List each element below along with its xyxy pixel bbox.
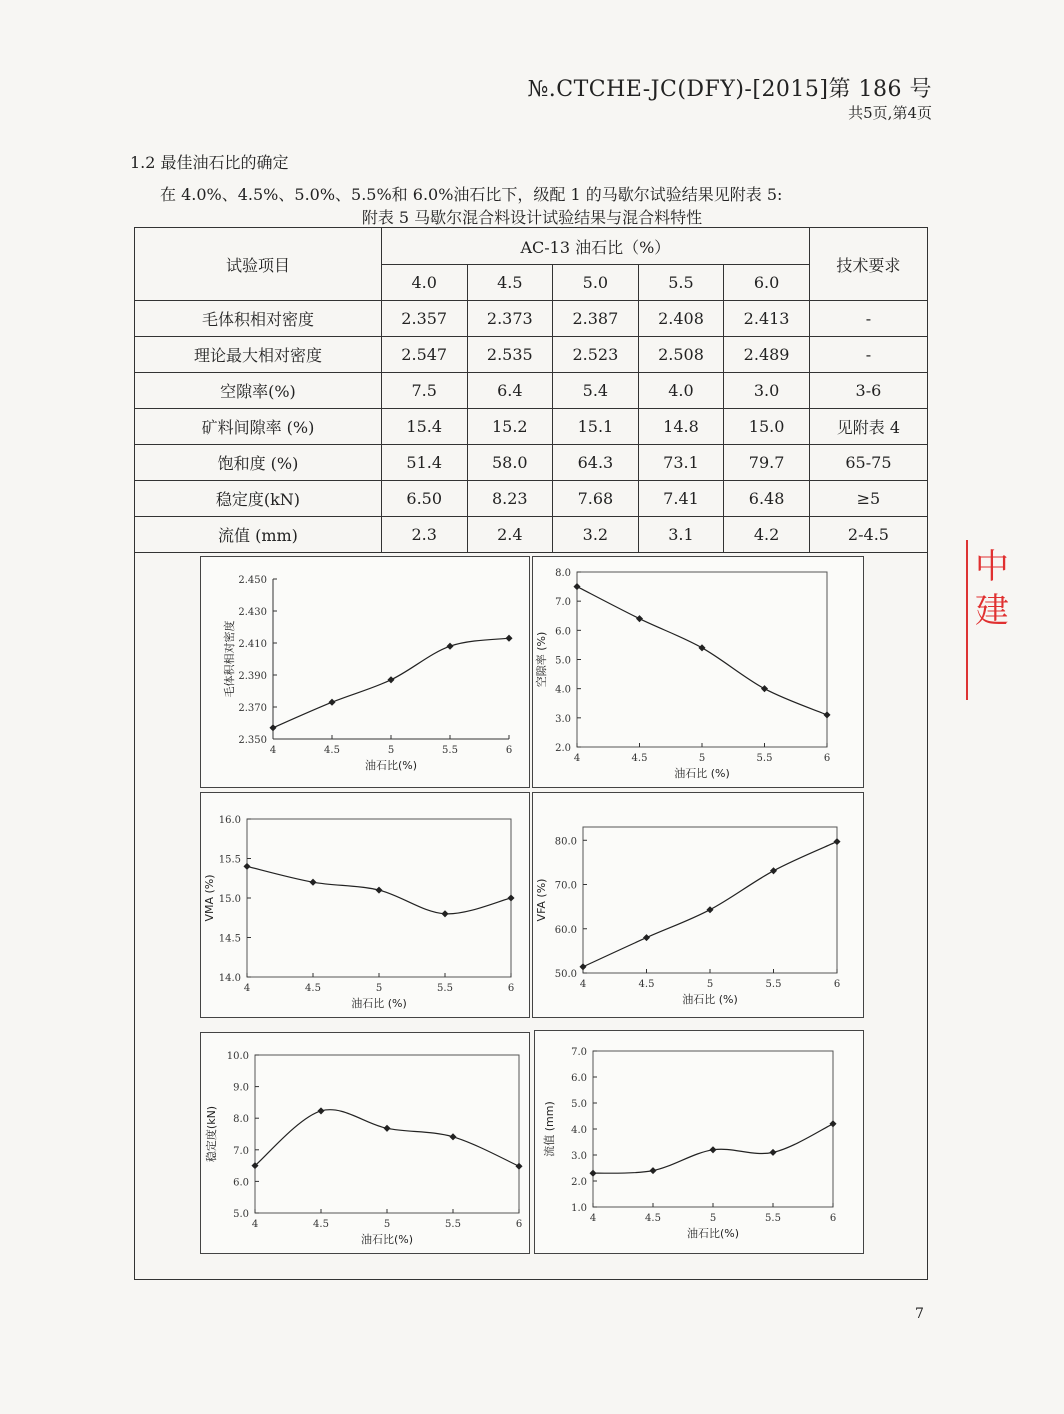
x-axis-label: 油石比(%) [686,1227,740,1240]
cell-value: 3.1 [638,517,724,553]
y-tick-label: 50.0 [554,969,577,980]
document-number: №.CTCHE-JC(DFY)-[2015]第 186 号 [527,77,932,102]
plot-frame [577,572,827,747]
cell-value: 2.535 [467,337,553,373]
data-point [243,863,250,870]
row-spec: 3-6 [809,373,927,409]
air-voids-chart [532,556,864,788]
x-tick-label: 4.5 [324,745,340,756]
x-tick-label: 5 [706,979,714,990]
x-tick-label: 5.5 [442,745,458,756]
x-tick-label: 4 [589,1213,597,1224]
data-point [643,934,650,941]
y-axis-label: 空隙率 (%) [535,631,548,688]
cell-value: 15.2 [467,409,553,445]
data-point [309,879,316,886]
y-tick-label: 80.0 [554,836,577,848]
y-tick-label: 60.0 [554,924,577,936]
y-tick-label: 16.0 [218,815,241,826]
y-tick-label: 2.370 [238,703,267,714]
y-axis-label: VMA (%) [203,874,216,922]
cell-value: 2.489 [724,337,810,373]
y-tick-label: 7.0 [555,597,571,609]
x-tick-label: 5 [709,1213,717,1224]
row-spec: 65-75 [809,445,927,481]
chart-svg [201,1033,529,1253]
cell-value: 2.387 [553,301,639,337]
data-point [383,1125,390,1132]
cell-value: 15.0 [724,409,810,445]
cell-value: 73.1 [638,445,724,481]
y-tick-label: 10.0 [226,1051,249,1062]
cell-value: 8.23 [467,481,553,517]
y-tick-label: 1.0 [571,1203,587,1214]
ratio-header: 4.0 [381,265,467,301]
plot-frame [247,819,511,977]
data-point [649,1167,656,1174]
data-point [505,635,512,642]
stability-chart [200,1032,530,1254]
data-point [269,724,276,731]
x-axis-label: 油石比 (%) [682,993,738,1006]
y-tick-label: 2.0 [555,743,571,754]
cell-value: 6.50 [381,481,467,517]
cell-value: 2.523 [553,337,639,373]
ratio-header: 4.5 [467,265,553,301]
data-point [579,963,586,970]
table-row [135,445,928,481]
section-heading: 1.2 最佳油石比的确定 [130,153,289,172]
data-point [328,699,335,706]
chart-svg [201,793,529,1017]
y-tick-label: 2.410 [238,639,267,650]
data-point [829,1120,836,1127]
data-point [573,583,580,590]
table-caption: 附表 5 马歇尔混合料设计试验结果与混合料特性 [361,208,703,227]
series-line [255,1110,519,1167]
header-spec: 技术要求 [809,228,927,301]
cell-value: 2.3 [381,517,467,553]
plot-frame [583,827,837,973]
y-tick-label: 15.5 [218,854,241,866]
y-tick-label: 2.390 [238,671,267,682]
y-tick-label: 3.0 [555,713,571,725]
row-label: 饱和度 (%) [135,445,382,481]
y-tick-label: 2.0 [571,1177,587,1188]
x-tick-label: 4 [251,1219,259,1230]
cell-value: 7.68 [553,481,639,517]
data-point [698,644,705,651]
data-point [446,643,453,650]
plot-frame [255,1055,519,1213]
y-tick-label: 8.0 [233,1114,249,1126]
y-tick-label: 9.0 [233,1082,249,1094]
row-spec: - [809,301,927,337]
x-tick-label: 5.5 [445,1219,461,1230]
cell-value: 4.0 [638,373,724,409]
y-tick-label: 14.5 [218,933,241,945]
series-line [583,842,837,967]
x-axis-label: 油石比(%) [364,759,418,772]
cell-value: 51.4 [381,445,467,481]
y-tick-label: 6.0 [555,626,571,638]
y-axis-label: 稳定度(kN) [205,1105,218,1163]
x-tick-label: 4.5 [645,1213,661,1224]
y-tick-label: 70.0 [554,880,577,892]
x-tick-label: 5.5 [765,979,782,990]
y-axis-label: VFA (%) [535,878,548,922]
row-label: 理论最大相对密度 [135,337,382,373]
table-row [135,301,928,337]
x-tick-label: 5 [387,745,395,756]
y-tick-label: 15.0 [218,894,241,905]
x-tick-label: 4.5 [631,753,648,764]
data-point [515,1163,522,1170]
x-tick-label: 4 [269,745,277,756]
cell-value: 58.0 [467,445,553,481]
y-tick-label: 5.0 [571,1099,587,1110]
data-point [507,894,514,901]
cell-value: 2.357 [381,301,467,337]
cell-value: 79.7 [724,445,810,481]
data-point [441,910,448,917]
data-point [769,1149,776,1156]
x-tick-label: 5 [375,983,383,994]
data-point [770,867,777,874]
row-spec: - [809,337,927,373]
y-tick-label: 6.0 [571,1073,587,1084]
x-axis-label: 油石比 (%) [674,767,730,780]
x-tick-label: 5.5 [756,753,773,764]
x-tick-label: 4 [579,979,587,990]
cell-value: 5.4 [553,373,639,409]
data-point [636,615,643,622]
data-point [706,906,713,913]
y-tick-label: 7.0 [233,1145,249,1157]
page-number: 7 [915,1306,924,1322]
intro-text: 在 4.0%、4.5%、5.0%、5.5%和 6.0%油石比下，级配 1 的马歇尔试验结果见附表 5: [160,185,783,204]
row-label: 空隙率(%) [135,373,382,409]
x-tick-label: 6 [829,1213,837,1224]
cell-value: 2.4 [467,517,553,553]
cell-value: 15.1 [553,409,639,445]
cell-value: 2.408 [638,301,724,337]
data-point [589,1170,596,1177]
row-spec: ≥5 [809,481,927,517]
y-tick-label: 14.0 [218,973,241,984]
x-tick-label: 4 [573,753,581,764]
cell-value: 15.4 [381,409,467,445]
data-point [761,685,768,692]
cell-value: 64.3 [553,445,639,481]
y-axis-label: 毛体积相对密度 [223,620,236,698]
row-label: 毛体积相对密度 [135,301,382,337]
ratio-header: 5.0 [553,265,639,301]
ratio-header: 5.5 [638,265,724,301]
chart-svg [535,1031,863,1253]
y-tick-label: 7.0 [571,1047,587,1058]
cell-value: 2.413 [724,301,810,337]
table-row [135,373,928,409]
vma-chart [200,792,530,1018]
x-tick-label: 6 [833,979,841,990]
x-tick-label: 6 [823,753,831,764]
chart-svg [533,557,863,787]
x-tick-label: 5 [383,1219,391,1230]
ratio-header: 6.0 [724,265,810,301]
y-tick-label: 2.350 [238,735,267,746]
y-tick-label: 3.0 [571,1151,587,1162]
y-tick-label: 2.430 [238,607,267,618]
table-row [135,517,928,553]
table-row [135,409,928,445]
data-point [709,1146,716,1153]
cell-value: 6.4 [467,373,553,409]
data-point [823,711,830,718]
table-row [135,481,928,517]
row-label: 流值 (mm) [135,517,382,553]
data-point [375,887,382,894]
y-tick-label: 8.0 [555,568,571,579]
data-point [833,838,840,845]
cell-value: 7.5 [381,373,467,409]
chart-svg [533,793,863,1017]
x-tick-label: 6 [515,1219,523,1230]
cell-value: 14.8 [638,409,724,445]
cell-value: 7.41 [638,481,724,517]
x-tick-label: 5.5 [765,1213,781,1224]
x-axis-label: 油石比(%) [360,1233,414,1246]
row-label: 稳定度(kN) [135,481,382,517]
page-info: 共5页,第4页 [848,104,932,122]
plot-frame [593,1051,833,1207]
table-row [135,337,928,373]
x-axis-label: 油石比 (%) [351,997,407,1010]
stamp-text: 中 建 [975,547,1009,631]
y-axis-label: 流值 (mm) [543,1101,556,1157]
y-tick-label: 6.0 [233,1177,249,1189]
flow-chart [534,1030,864,1254]
bulk-density-chart [200,556,530,788]
cell-value: 2.547 [381,337,467,373]
y-tick-label: 5.0 [555,655,571,667]
data-point [317,1107,324,1114]
row-spec: 2-4.5 [809,517,927,553]
x-tick-label: 6 [505,745,513,756]
x-tick-label: 5.5 [437,983,453,994]
x-tick-label: 6 [507,983,515,994]
header-test-item: 试验项目 [135,228,382,301]
x-tick-label: 4.5 [313,1219,329,1230]
header-ratio-group: AC-13 油石比（%） [381,228,809,265]
y-tick-label: 4.0 [571,1125,587,1136]
marshall-results-table [134,227,928,553]
x-tick-label: 4 [243,983,251,994]
y-tick-label: 4.0 [555,684,571,696]
cell-value: 3.0 [724,373,810,409]
x-tick-label: 4.5 [305,983,321,994]
data-point [387,676,394,683]
data-point [449,1133,456,1140]
x-tick-label: 5 [698,753,706,764]
y-tick-label: 5.0 [233,1209,249,1220]
cell-value: 4.2 [724,517,810,553]
row-spec: 见附表 4 [809,409,927,445]
vfa-chart [532,792,864,1018]
cell-value: 6.48 [724,481,810,517]
y-tick-label: 2.450 [238,575,267,586]
cell-value: 2.373 [467,301,553,337]
cell-value: 3.2 [553,517,639,553]
x-tick-label: 4.5 [638,979,655,990]
chart-svg [201,557,529,787]
row-label: 矿料间隙率 (%) [135,409,382,445]
cell-value: 2.508 [638,337,724,373]
